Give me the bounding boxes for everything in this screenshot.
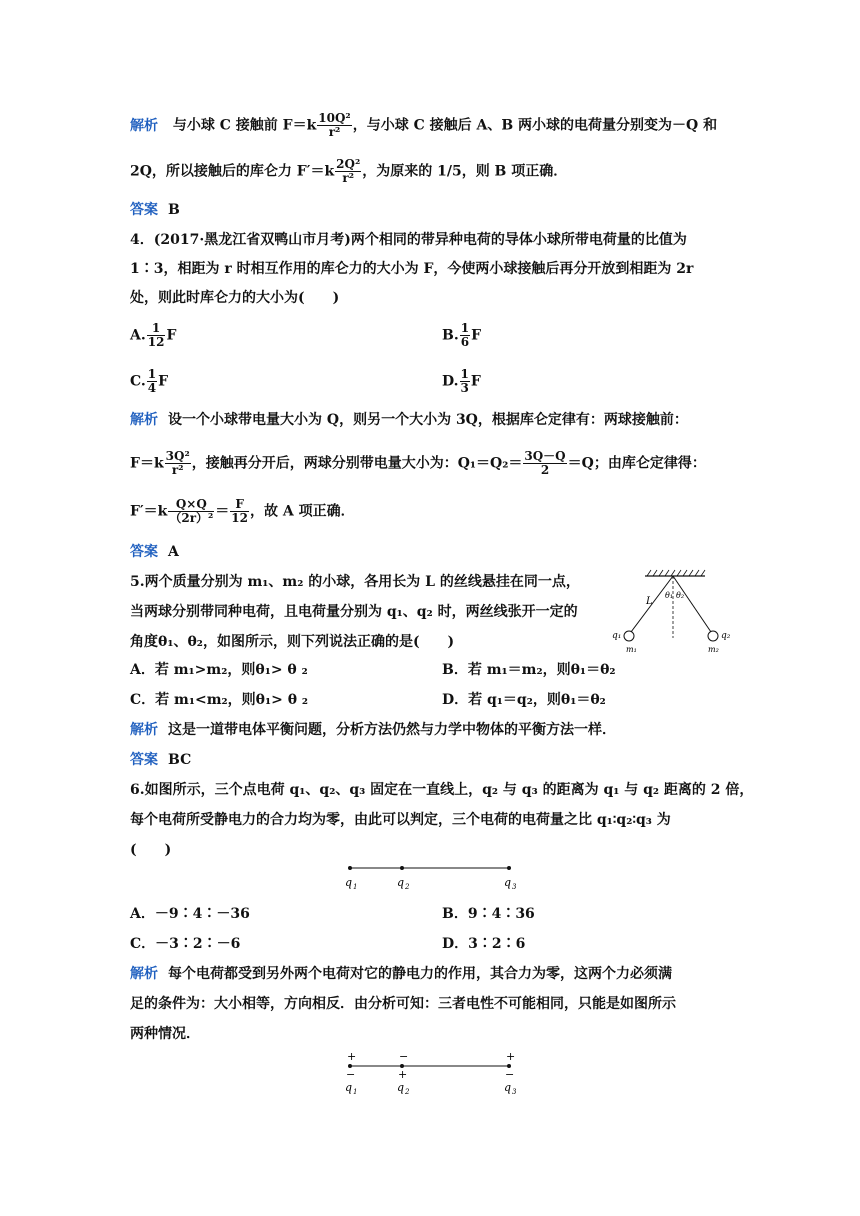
svg-text:q: q	[504, 1081, 512, 1094]
q4-line-3: 处，则此时库仑力的大小为( )	[130, 290, 340, 306]
svg-text:q: q	[345, 876, 353, 889]
text: 2Q，所以接触后的库仑力 F′＝k	[130, 163, 335, 180]
svg-text:1: 1	[353, 883, 358, 891]
q5-line-3: 角度θ₁、θ₂，如图所示，则下列说法正确的是( )	[130, 634, 455, 650]
q5-answer: 答案 BC	[130, 752, 192, 768]
q5-line-1: 5.两个质量分别为 m₁、m₂ 的小球，各用长为 L 的丝线悬挂在同一点，	[130, 574, 580, 590]
q6-option-d: D．3∶2∶6	[442, 936, 526, 952]
label-theta1: θ₁	[665, 591, 674, 600]
q4-option-c: C. $\frac{1}{4}$ F	[130, 367, 169, 395]
q6-line-1: 6.如图所示，三个点电荷 q₁、q₂、q₃ 固定在一直线上，q₂ 与 q₃ 的距离为 q₁ 与 q₂ 距离的 2 倍，	[130, 782, 754, 798]
fraction: $\frac{\text{2Q²}}{\text{r²}}$	[336, 157, 361, 185]
q6-analysis-2: 足的条件为：大小相等，方向相反．由分析可知：三者电性不可能相同，只能是如图所示	[130, 996, 676, 1012]
q5-option-b: B．若 m₁＝m₂，则θ₁＝θ₂	[442, 662, 616, 678]
label-q1: q₁	[612, 631, 622, 641]
label-m2: m₂	[708, 645, 719, 654]
q4-analysis-3: F′＝k $\frac{Q\times Q}{\text{（2r）²}}$ ＝ $\frac{F}{12}$ ，故 A 项正确．	[130, 497, 355, 525]
charges-sign-figure	[336, 1048, 526, 1098]
svg-text:q: q	[397, 1081, 405, 1094]
q4-answer: 答案 A	[130, 544, 179, 560]
q6-option-b: B．9∶4∶36	[442, 906, 535, 922]
label-m1: m₁	[626, 645, 637, 654]
charges-figure	[336, 858, 526, 894]
label-L: L	[646, 596, 653, 607]
q5-line-2: 当两球分别带同种电荷，且电荷量分别为 q₁、q₂ 时，两丝线张开一定的	[130, 604, 578, 620]
analysis-tag: 解析	[130, 412, 158, 428]
q4-option-a: A. $\frac{1}{12}$ F	[130, 321, 177, 349]
svg-text:−: −	[505, 1068, 515, 1081]
q4-option-d: D. $\frac{1}{3}$ F	[442, 367, 481, 395]
analysis-tag: 解析	[130, 117, 158, 134]
q5-option-d: D．若 q₁＝q₂，则θ₁＝θ₂	[442, 692, 606, 708]
label-q2: q₂	[721, 631, 731, 641]
q6-option-a: A．－9∶4∶－36	[130, 906, 250, 922]
svg-text:1: 1	[353, 1088, 358, 1096]
text: ，为原来的 1/5，则 B 项正确．	[362, 163, 568, 180]
answer-tag: 答案	[130, 202, 158, 218]
q6-line-3: ( )	[130, 842, 172, 858]
q6-option-c: C．－3∶2∶－6	[130, 936, 241, 952]
text: ，与小球 C 接触后 A、B 两小球的电荷量分别变为－Q 和	[352, 117, 718, 134]
pendulum-figure	[610, 568, 735, 660]
svg-text:−: −	[346, 1068, 356, 1081]
svg-text:3: 3	[512, 1088, 517, 1096]
svg-text:+: +	[398, 1068, 408, 1081]
q4-line-1: 4．(2017·黑龙江省双鸭山市月考)两个相同的带异种电荷的导体小球所带电荷量的比值为	[130, 232, 687, 248]
text: 与小球 C 接触前 F＝k	[172, 117, 317, 134]
svg-text:+: +	[506, 1050, 516, 1063]
svg-text:q: q	[345, 1081, 353, 1094]
svg-text:q: q	[504, 876, 512, 889]
svg-text:q: q	[397, 876, 405, 889]
svg-text:2: 2	[405, 883, 410, 891]
svg-text:−: −	[399, 1050, 409, 1063]
analysis-line-2	[130, 158, 567, 185]
q6-analysis-3: 两种情况．	[130, 1026, 200, 1042]
svg-text:+: +	[347, 1050, 357, 1063]
q6-analysis-1: 解析 每个电荷都受到另外两个电荷对它的静电力的作用，其合力为零，这两个力必须满	[130, 966, 672, 982]
svg-text:3: 3	[512, 883, 517, 891]
svg-text:2: 2	[405, 1088, 410, 1096]
analysis-line-1	[130, 112, 717, 139]
q4-analysis-1: 解析 设一个小球带电量大小为 Q，则另一个大小为 3Q，根据库仑定律有：两球接触前：	[130, 412, 688, 428]
q5-option-c: C．若 m₁<m₂，则θ₁> θ ₂	[130, 692, 309, 708]
q4-line-2: 1∶3，相距为 r 时相互作用的库仑力的大小为 F，今使两小球接触后再分开放到相距为 2r	[130, 261, 694, 277]
label-theta2: θ₂	[676, 591, 685, 600]
q6-line-2: 每个电荷所受静电力的合力均为零，由此可以判定，三个电荷的电荷量之比 q₁∶q₂∶q₃ 为	[130, 812, 671, 828]
q4-analysis-2: F＝k $\frac{\text{3Q²}}{\text{r²}}$ ，接触再分开后，两球分别带电量大小为：Q₁＝Q₂＝ $\frac{3Q-Q}{2}$ ＝Q；由库仑定律得：	[130, 449, 706, 477]
q4-option-b: B. $\frac{1}{6}$ F	[442, 321, 482, 349]
answer-value: B	[168, 202, 180, 218]
q5-analysis: 解析 这是一道带电体平衡问题，分析方法仍然与力学中物体的平衡方法一样．	[130, 722, 616, 738]
answer-line	[130, 200, 180, 220]
fraction: $\frac{\text{10Q²}}{\text{r²}}$	[318, 111, 351, 139]
q5-option-a: A．若 m₁>m₂，则θ₁> θ ₂	[130, 662, 308, 678]
